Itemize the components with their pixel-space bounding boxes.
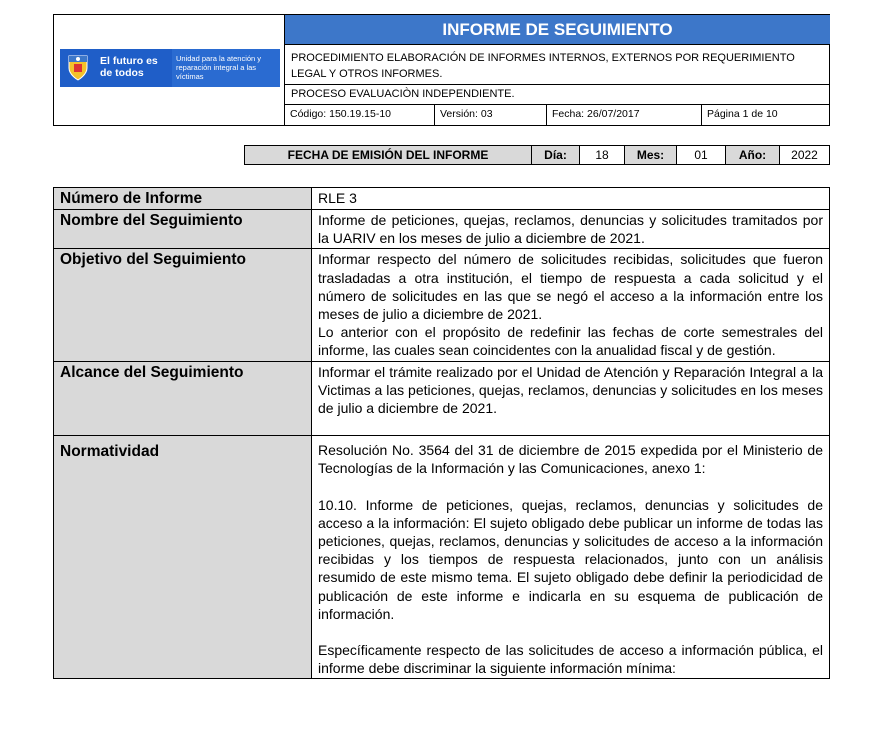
value-paragraph: 10.10. Informe de peticiones, quejas, reclamos, denuncias y solicitudes de acceso a la información: El sujeto obligado debe publicar un informe de todas las peticiones, quejas, reclamos, denuncias y solicitudes de acceso a la información recibidas y los tiempos de respuesta relacionados, junto con un análisis resumido de este mismo tema. El sujeto obligado debe definir la periodicidad de publicación de este informe e indicarla en su esquema de publicación de información. xyxy=(318,496,823,622)
year-value: 2022 xyxy=(791,148,818,162)
document-header xyxy=(53,14,830,126)
row-label: Normatividad xyxy=(54,436,312,679)
paragraph-gap xyxy=(318,478,823,496)
document-code: Código: 150.19.15-10 xyxy=(285,105,435,125)
institution-logo xyxy=(60,49,280,87)
year-label: Año: xyxy=(726,146,780,164)
value-paragraph: Lo anterior con el propósito de redefinir las fechas de corte semestrales del informe, las cuales sean coincidentes con la anualidad fiscal y de gestión. xyxy=(318,324,823,359)
logo-main-text: El futuro es de todos xyxy=(100,55,158,79)
document-title: INFORME DE SEGUIMIENTO xyxy=(285,15,830,45)
page-number: Página 1 de 10 xyxy=(707,108,778,120)
day-label: Día: xyxy=(532,146,580,164)
report-info-table xyxy=(53,187,830,679)
value-paragraph: RLE 3 xyxy=(318,190,357,206)
value-paragraph: Informar el trámite realizado por el Unidad de Atención y Reparación Integral a la Victimas a las peticiones, quejas, reclamos, denuncias y solicitudes en los meses de julio a diciembre de 2021. xyxy=(318,363,823,417)
row-label: Nombre del Seguimiento xyxy=(54,210,312,249)
row-value xyxy=(312,188,830,210)
table-row xyxy=(54,210,830,249)
value-paragraph: Informar respecto del número de solicitudes recibidas, solicitudes que fueron trasladadas a otra institución, el tiempo de respuesta a cada solicitud y el número de solicitudes en las que se negó el acceso a la información entre los meses de julio a diciembre de 2021. xyxy=(318,251,823,323)
document-meta-row xyxy=(285,105,830,125)
emission-label: FECHA DE EMISIÓN DEL INFORME xyxy=(245,146,532,164)
row-value xyxy=(312,436,830,679)
table-row xyxy=(54,436,830,679)
value-paragraph: Resolución No. 3564 del 31 de diciembre de 2015 expedida por el Ministerio de Tecnologías de la Información y las Comunicaciones, anexo 1: xyxy=(318,442,823,477)
day-value: 18 xyxy=(580,146,625,164)
month-label: Mes: xyxy=(625,146,677,164)
document-date: Fecha: 26/07/2017 xyxy=(547,105,702,125)
row-label: Objetivo del Seguimiento xyxy=(54,249,312,361)
month-value: 01 xyxy=(677,146,726,164)
coat-of-arms-icon xyxy=(66,54,90,82)
document-version: Versión: 03 xyxy=(435,105,547,125)
emission-date-row xyxy=(244,145,830,165)
value-paragraph: Específicamente respecto de las solicitudes de acceso a información pública, el informe debe discriminar la siguiente información mínima: xyxy=(318,642,823,677)
paragraph-gap xyxy=(318,623,823,641)
row-value xyxy=(312,249,830,361)
table-row xyxy=(54,361,830,436)
table-row xyxy=(54,249,830,361)
procedure-text: PROCEDIMIENTO ELABORACIÓN DE INFORMES INTERNOS, EXTERNOS POR REQUERIMIENTO LEGAL Y OTROS INFORMES. xyxy=(285,45,830,85)
table-row xyxy=(54,188,830,210)
row-value xyxy=(312,361,830,436)
process-text: PROCESO EVALUACIÒN INDEPENDIENTE. xyxy=(285,85,830,105)
logo-left-panel xyxy=(60,49,172,87)
row-value xyxy=(312,210,830,249)
logo-cell xyxy=(54,15,285,125)
value-paragraph: Informe de peticiones, quejas, reclamos, denuncias y solicitudes tramitados por la UARIV en los meses de julio a diciembre de 2021. xyxy=(318,212,823,247)
logo-sub-text: Unidad para la atención y reparación integral a las víctimas xyxy=(176,54,262,81)
row-label: Alcance del Seguimiento xyxy=(54,361,312,436)
row-label: Número de Informe xyxy=(54,188,312,210)
